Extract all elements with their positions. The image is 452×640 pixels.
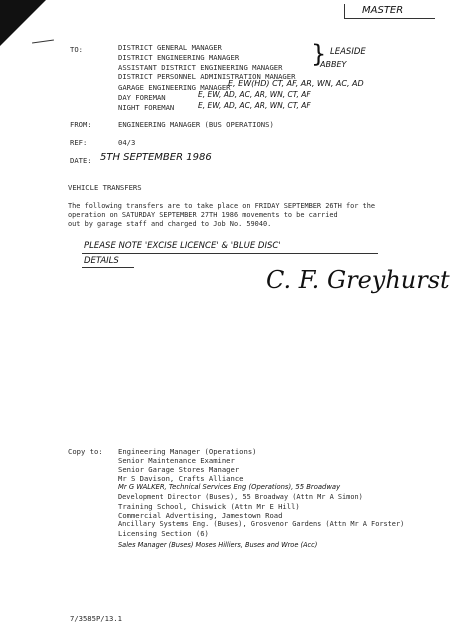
from-value: ENGINEERING MANAGER (BUS OPERATIONS) (118, 120, 274, 129)
note-line-2: DETAILS (84, 256, 119, 266)
leaside-annotation: LEASIDE (330, 47, 366, 57)
date-value: 5TH SEPTEMBER 1986 (100, 152, 212, 163)
master-label: MASTER (362, 5, 404, 16)
copy-line-7: Training School, Chiswick (Attn Mr E Hill) (118, 502, 300, 511)
to-line-2: DISTRICT ENGINEERING MANAGER (118, 53, 240, 62)
copy-label: Copy to: (68, 447, 103, 456)
copy-line-10: Licensing Section (6) (118, 529, 209, 538)
copy-line-4: Mr S Davison, Crafts Alliance (118, 474, 244, 483)
to-line-3: ASSISTANT DISTRICT ENGINEERING MANAGER (118, 63, 283, 72)
copy-line-1: Engineering Manager (Operations) (118, 447, 257, 456)
copy-line-8: Commercial Advertising, Jamestown Road (118, 511, 283, 520)
from-label: FROM: (70, 120, 92, 129)
abbey-annotation: ABBEY (320, 60, 347, 69)
day-codes-annotation: E, EW, AD, AC, AR, WN, CT, AF (198, 90, 311, 99)
ref-label: REF: (70, 138, 88, 147)
bracket-mark: } (311, 40, 327, 68)
copy-line-9: Ancillary Systems Eng. (Buses), Grosvenor Gardens (Attn Mr A Forster) (118, 520, 405, 528)
to-line-5: GARAGE ENGINEERING MANAGER (118, 83, 231, 92)
body-line-3: out by garage staff and charged to Job No. 59040. (68, 220, 272, 228)
note-underline-1 (82, 253, 378, 254)
note-line-1: PLEASE NOTE 'EXCISE LICENCE' & 'BLUE DISC' (84, 241, 281, 251)
body-line-2: operation on SATURDAY SEPTEMBER 27TH 1986 movements to be carried (68, 211, 338, 219)
corner-shadow (0, 0, 46, 46)
to-line-1: DISTRICT GENERAL MANAGER (118, 43, 222, 52)
copy-line-11: Sales Manager (Buses) Moses Hilliers, Buses and Wroe (Acc) (118, 541, 318, 549)
night-codes-annotation: E, EW, AD, AC, AR, WN, CT, AF (198, 101, 311, 110)
body-line-1: The following transfers are to take place on FRIDAY SEPTEMBER 26TH for the (68, 202, 375, 210)
to-line-4: DISTRICT PERSONNEL ADMINISTRATION MANAGER (118, 72, 296, 81)
note-underline-2 (82, 267, 134, 268)
copy-line-3: Senior Garage Stores Manager (118, 465, 240, 474)
garage-codes-annotation: E, EW(HD) CT, AF, AR, WN, AC, AD (228, 79, 364, 88)
subject: VEHICLE TRANSFERS (68, 183, 142, 192)
to-line-7: NIGHT FOREMAN (118, 103, 175, 112)
date-label: DATE: (70, 156, 92, 165)
footer-code: 7/3585P/13.1 (70, 614, 122, 623)
to-line-6: DAY FOREMAN (118, 93, 166, 102)
copy-line-6: Development Director (Buses), 55 Broadway (Attn Mr A Simon) (118, 493, 363, 501)
copy-line-5: Mr G WALKER, Technical Services Eng (Operations), 55 Broadway (118, 483, 341, 491)
signature: C. F. Greyhurst (266, 266, 450, 294)
copy-line-2: Senior Maintenance Examiner (118, 456, 235, 465)
to-label: TO: (70, 45, 83, 54)
ref-value: 04/3 (118, 138, 136, 147)
